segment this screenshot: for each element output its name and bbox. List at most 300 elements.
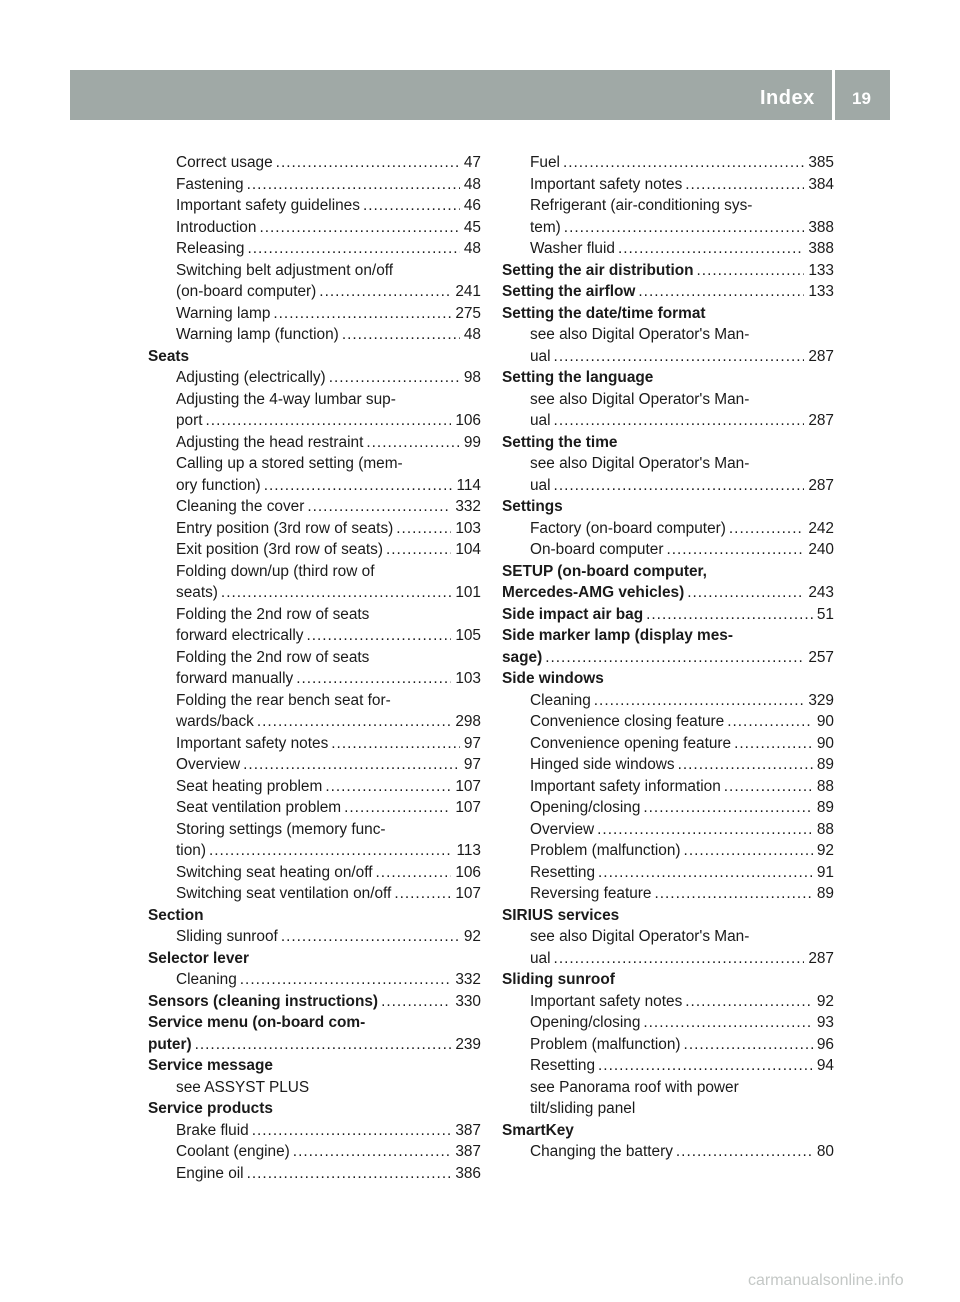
leader-dots	[307, 496, 451, 518]
entry-page-number[interactable]: 385	[808, 154, 834, 171]
entry-page-number[interactable]: 103	[455, 519, 481, 537]
index-entry	[502, 518, 834, 540]
leader-dots	[319, 281, 451, 303]
index-entry	[148, 1163, 481, 1185]
entry-text: Section	[148, 906, 204, 924]
index-heading	[502, 625, 834, 647]
entry-page-number[interactable]: 113	[456, 842, 481, 859]
entry-page-number[interactable]: 80	[816, 1143, 834, 1160]
entry-text: Seats	[148, 347, 190, 365]
index-entry	[148, 432, 481, 454]
entry-text: Important safety information	[530, 777, 721, 795]
entry-text: Folding the rear bench seat for-	[176, 691, 391, 709]
leader-dots	[724, 776, 813, 798]
index-entry	[502, 754, 834, 776]
index-entry	[502, 926, 834, 948]
leader-dots	[394, 883, 451, 905]
index-entry	[148, 604, 481, 626]
leader-dots	[734, 733, 813, 755]
leader-dots	[684, 840, 813, 862]
index-entry	[502, 539, 834, 561]
entry-page-number[interactable]: 243	[808, 584, 834, 601]
entry-page-number[interactable]: 48	[463, 175, 481, 193]
entry-page-number[interactable]: 99	[463, 433, 481, 451]
index-entry	[148, 582, 481, 604]
entry-text: Reversing feature	[530, 885, 652, 902]
index-heading	[148, 1098, 481, 1120]
entry-text: forward electrically	[176, 627, 304, 644]
entry-text: Setting the date/time format	[502, 304, 706, 322]
index-entry	[502, 410, 834, 432]
index-entry	[148, 389, 481, 411]
index-entry	[502, 1055, 834, 1077]
entry-page-number[interactable]: 275	[455, 304, 481, 322]
entry-text: Factory (on-board computer)	[530, 519, 726, 537]
entry-page-number[interactable]: 92	[816, 992, 834, 1010]
leader-dots	[376, 862, 452, 884]
index-entry	[502, 195, 834, 217]
entry-text: Engine oil	[176, 1164, 244, 1182]
leader-dots	[243, 754, 460, 776]
entry-page-number[interactable]: 46	[463, 197, 481, 214]
entry-page-number[interactable]: 97	[463, 734, 481, 752]
entry-text: Sensors (cleaning instructions)	[148, 992, 379, 1010]
index-heading	[502, 432, 834, 454]
leader-dots	[276, 152, 460, 174]
index-entry	[148, 625, 481, 647]
entry-text: see ASSYST PLUS	[176, 1078, 310, 1096]
entry-page-number[interactable]: 88	[816, 820, 834, 838]
index-entry	[148, 862, 481, 884]
index-entry	[148, 410, 481, 432]
index-heading	[502, 303, 834, 325]
index-heading	[148, 991, 481, 1013]
entry-page-number[interactable]: 133	[808, 261, 834, 279]
entry-text: wards/back	[176, 713, 254, 730]
entry-page-number[interactable]: 287	[808, 476, 834, 494]
entry-page-number[interactable]: 384	[808, 175, 834, 193]
entry-page-number[interactable]: 93	[816, 1014, 834, 1031]
entry-text: see Panorama roof with power	[530, 1078, 739, 1096]
index-entry	[502, 174, 834, 196]
entry-text: Resetting	[530, 1057, 596, 1074]
leader-dots	[638, 281, 804, 303]
entry-text: Problem (malfunction)	[530, 1035, 681, 1053]
entry-text: Folding the 2nd row of seats	[176, 648, 370, 666]
index-entry	[148, 174, 481, 196]
leader-dots	[264, 475, 453, 497]
leader-dots	[329, 367, 460, 389]
leader-dots	[296, 668, 451, 690]
leader-dots	[554, 410, 805, 432]
entry-text: Folding down/up (third row of	[176, 562, 375, 580]
entry-text: port	[176, 412, 203, 429]
entry-text: Switching belt adjustment on/off	[176, 261, 394, 279]
entry-text: Sliding sunroof	[502, 971, 615, 988]
leader-dots	[654, 883, 812, 905]
leader-dots	[643, 797, 813, 819]
entry-page-number[interactable]: 287	[808, 347, 834, 365]
entry-page-number[interactable]: 240	[808, 541, 834, 558]
entry-text: Folding the 2nd row of seats	[176, 605, 370, 623]
entry-page-number[interactable]: 114	[456, 476, 481, 494]
entry-page-number[interactable]: 96	[816, 1035, 834, 1053]
index-entry	[502, 690, 834, 712]
entry-page-number[interactable]: 47	[463, 154, 481, 171]
entry-text: tion)	[176, 842, 206, 859]
entry-text: Service products	[148, 1100, 273, 1117]
entry-text: Warning lamp (function)	[176, 326, 339, 343]
entry-page-number[interactable]: 287	[808, 412, 834, 429]
entry-text: Side marker lamp (display mes-	[502, 627, 733, 644]
leader-dots	[685, 991, 813, 1013]
entry-text: Opening/closing	[530, 799, 641, 816]
leader-dots	[331, 733, 460, 755]
leader-dots	[676, 1141, 813, 1163]
index-entry	[502, 1077, 834, 1099]
entry-text: ual	[530, 347, 551, 365]
index-entry	[502, 733, 834, 755]
entry-page-number[interactable]: 104	[455, 541, 481, 558]
leader-dots	[293, 1141, 452, 1163]
index-entry	[148, 152, 481, 174]
entry-text: Warning lamp	[176, 304, 271, 322]
index-heading	[502, 367, 834, 389]
entry-text: Cleaning	[530, 691, 591, 709]
entry-text: Important safety notes	[530, 992, 683, 1010]
entry-text: see also Digital Operator's Man-	[530, 455, 750, 472]
entry-text: Fuel	[530, 154, 560, 171]
leader-dots	[545, 647, 804, 669]
leader-dots	[247, 238, 459, 260]
index-heading	[502, 647, 834, 669]
index-entry	[502, 797, 834, 819]
entry-text: On-board computer	[530, 541, 664, 558]
entry-text: forward manually	[176, 670, 294, 687]
entry-text: SETUP (on-board computer,	[502, 562, 707, 580]
index-heading	[148, 948, 481, 970]
index-entry	[148, 883, 481, 905]
entry-text: Overview	[176, 756, 241, 773]
leader-dots	[643, 1012, 813, 1034]
entry-text: Adjusting the 4-way lumbar sup-	[176, 390, 396, 408]
entry-page-number[interactable]: 48	[463, 240, 481, 257]
index-entry	[148, 711, 481, 733]
entry-page-number[interactable]: 106	[455, 412, 481, 429]
entry-text: Settings	[502, 498, 563, 515]
leader-dots	[554, 346, 805, 368]
index-entry	[502, 389, 834, 411]
leader-dots	[554, 948, 805, 970]
index-entry	[148, 840, 481, 862]
entry-page-number[interactable]: 89	[816, 885, 834, 902]
entry-text: Problem (malfunction)	[530, 842, 681, 859]
leader-dots	[257, 711, 451, 733]
index-heading	[502, 260, 834, 282]
index-heading	[502, 496, 834, 518]
entry-text: Service menu (on-board com-	[148, 1014, 366, 1031]
index-column-left	[148, 152, 481, 1184]
index-entry	[148, 969, 481, 991]
entry-text: Important safety notes	[530, 175, 683, 193]
index-entry	[502, 840, 834, 862]
entry-page-number[interactable]: 88	[816, 777, 834, 795]
entry-page-number[interactable]: 106	[455, 863, 481, 881]
entry-text: ory function)	[176, 476, 261, 494]
index-heading	[148, 905, 481, 927]
entry-text: Adjusting (electrically)	[176, 369, 326, 386]
leader-dots	[206, 410, 452, 432]
leader-dots	[598, 1055, 813, 1077]
entry-text: Calling up a stored setting (mem-	[176, 455, 403, 472]
entry-page-number[interactable]: 92	[463, 928, 481, 945]
leader-dots	[646, 604, 813, 626]
entry-text: see also Digital Operator's Man-	[530, 928, 750, 945]
index-entry	[148, 1077, 481, 1099]
leader-dots	[259, 217, 459, 239]
entry-text: Releasing	[176, 240, 245, 257]
leader-dots	[727, 711, 813, 733]
index-heading	[502, 281, 834, 303]
index-entry	[148, 324, 481, 346]
entry-text: Coolant (engine)	[176, 1143, 290, 1160]
index-heading	[502, 1120, 834, 1142]
entry-text: tem)	[530, 218, 561, 236]
index-entry	[148, 926, 481, 948]
leader-dots	[252, 1120, 452, 1142]
entry-text: ual	[530, 412, 551, 429]
entry-text: Convenience opening feature	[530, 734, 732, 752]
entry-page-number[interactable]: 388	[808, 218, 834, 236]
index-heading	[502, 561, 834, 583]
leader-dots	[563, 152, 804, 174]
index-entry	[502, 238, 834, 260]
entry-text: Setting the time	[502, 433, 618, 451]
entry-text: Switching seat ventilation on/off	[176, 885, 392, 902]
entry-text: tilt/sliding panel	[530, 1100, 636, 1117]
entry-page-number[interactable]: 51	[816, 605, 834, 623]
entry-text: Storing settings (memory func-	[176, 820, 386, 838]
entry-text: Opening/closing	[530, 1014, 641, 1031]
watermark: carmanualsonline.info	[748, 1272, 904, 1289]
entry-text: ual	[530, 476, 551, 494]
leader-dots	[344, 797, 451, 819]
index-entry	[502, 453, 834, 475]
entry-text: Setting the language	[502, 369, 654, 386]
entry-page-number[interactable]: 133	[808, 283, 834, 300]
entry-page-number[interactable]: 329	[808, 691, 834, 709]
index-entry	[502, 991, 834, 1013]
index-column-right	[502, 152, 834, 1163]
entry-text: Brake fluid	[176, 1121, 249, 1139]
entry-text: Hinged side windows	[530, 756, 675, 773]
entry-page-number[interactable]: 298	[455, 713, 481, 730]
entry-text: Sliding sunroof	[176, 928, 278, 945]
entry-text: seats)	[176, 584, 218, 601]
index-entry	[502, 324, 834, 346]
entry-text: Setting the air distribution	[502, 261, 694, 279]
entry-text: Overview	[530, 820, 595, 838]
index-entry	[148, 539, 481, 561]
index-entry	[502, 346, 834, 368]
index-entry	[148, 195, 481, 217]
entry-text: Convenience closing feature	[530, 713, 725, 730]
index-entry	[502, 948, 834, 970]
entry-page-number[interactable]: 97	[463, 756, 481, 773]
entry-text: Seat heating problem	[176, 777, 323, 795]
leader-dots	[598, 862, 813, 884]
leader-dots	[685, 174, 804, 196]
index-heading	[502, 905, 834, 927]
index-entry	[148, 475, 481, 497]
entry-page-number[interactable]: 89	[816, 756, 834, 773]
entry-page-number[interactable]: 332	[455, 971, 481, 988]
leader-dots	[325, 776, 451, 798]
leader-dots	[209, 840, 453, 862]
entry-text: Cleaning the cover	[176, 498, 305, 515]
entry-page-number[interactable]: 387	[455, 1121, 481, 1139]
leader-dots	[564, 217, 805, 239]
entry-page-number[interactable]: 48	[463, 326, 481, 343]
entry-text: Setting the airflow	[502, 283, 636, 300]
index-heading	[148, 346, 481, 368]
entry-page-number[interactable]: 107	[455, 777, 481, 795]
entry-page-number[interactable]: 387	[455, 1143, 481, 1160]
entry-page-number[interactable]: 103	[455, 670, 481, 687]
entry-text: Service message	[148, 1057, 273, 1074]
entry-page-number[interactable]: 105	[455, 627, 481, 644]
entry-text: Correct usage	[176, 154, 273, 171]
entry-text: Resetting	[530, 863, 596, 881]
entry-text: Side impact air bag	[502, 605, 644, 623]
index-heading	[502, 582, 834, 604]
index-entry	[148, 238, 481, 260]
index-entry	[502, 217, 834, 239]
index-entry	[148, 668, 481, 690]
entry-text: Refrigerant (air-conditioning sys-	[530, 197, 753, 214]
entry-page-number[interactable]: 92	[816, 842, 834, 859]
entry-page-number[interactable]: 239	[455, 1035, 481, 1053]
entry-text: see also Digital Operator's Man-	[530, 326, 750, 343]
entry-text: Entry position (3rd row of seats)	[176, 519, 394, 537]
entry-text: see also Digital Operator's Man-	[530, 390, 750, 408]
page-number: 19	[852, 89, 871, 108]
index-entry	[148, 561, 481, 583]
index-heading	[502, 668, 834, 690]
index-entry	[148, 754, 481, 776]
entry-page-number[interactable]: 257	[808, 648, 834, 666]
leader-dots	[597, 819, 813, 841]
entry-text: SIRIUS services	[502, 906, 620, 924]
entry-text: Introduction	[176, 218, 257, 236]
entry-text: Cleaning	[176, 971, 237, 988]
index-entry	[148, 1120, 481, 1142]
entry-text: Selector lever	[148, 949, 249, 967]
index-entry	[148, 819, 481, 841]
entry-page-number[interactable]: 241	[455, 283, 481, 300]
index-entry	[148, 260, 481, 282]
index-entry	[148, 453, 481, 475]
entry-page-number[interactable]: 107	[455, 799, 481, 816]
index-entry	[148, 303, 481, 325]
leader-dots	[240, 969, 452, 991]
index-entry	[148, 496, 481, 518]
leader-dots	[247, 174, 460, 196]
entry-text: Side windows	[502, 670, 604, 687]
entry-page-number[interactable]: 242	[808, 519, 834, 537]
leader-dots	[666, 539, 804, 561]
leader-dots	[687, 582, 804, 604]
index-entry	[502, 475, 834, 497]
index-entry	[502, 776, 834, 798]
index-entry	[148, 217, 481, 239]
entry-text: Mercedes-AMG vehicles)	[502, 584, 685, 601]
leader-dots	[342, 324, 460, 346]
entry-page-number[interactable]: 90	[816, 734, 834, 752]
index-entry	[148, 776, 481, 798]
leader-dots	[386, 539, 451, 561]
entry-page-number[interactable]: 287	[808, 949, 834, 967]
index-entry	[148, 647, 481, 669]
entry-page-number[interactable]: 45	[463, 218, 481, 236]
index-entry	[148, 733, 481, 755]
entry-page-number[interactable]: 90	[816, 713, 834, 730]
leader-dots	[281, 926, 460, 948]
entry-page-number[interactable]: 107	[455, 885, 481, 902]
index-entry	[502, 711, 834, 733]
entry-page-number[interactable]: 91	[816, 863, 834, 881]
entry-text: Important safety notes	[176, 734, 329, 752]
index-entry	[148, 281, 481, 303]
entry-text: SmartKey	[502, 1121, 574, 1139]
entry-page-number[interactable]: 94	[816, 1057, 834, 1074]
entry-text: Seat ventilation problem	[176, 799, 342, 816]
leader-dots	[306, 625, 451, 647]
index-entry	[502, 883, 834, 905]
leader-dots	[366, 432, 460, 454]
entry-text: puter)	[148, 1035, 192, 1053]
entry-page-number[interactable]: 386	[455, 1164, 481, 1182]
entry-page-number[interactable]: 89	[816, 799, 834, 816]
index-entry	[502, 862, 834, 884]
leader-dots	[697, 260, 805, 282]
index-entry	[148, 797, 481, 819]
entry-text: Important safety guidelines	[176, 197, 360, 214]
leader-dots	[678, 754, 813, 776]
entry-page-number[interactable]: 332	[455, 498, 481, 515]
index-heading	[502, 604, 834, 626]
leader-dots	[554, 475, 805, 497]
index-entry	[502, 1098, 834, 1120]
index-entry	[502, 819, 834, 841]
entry-page-number[interactable]: 330	[455, 992, 481, 1010]
entry-page-number[interactable]: 388	[808, 240, 834, 257]
header-separator	[832, 70, 835, 120]
entry-text: Fastening	[176, 175, 244, 193]
leader-dots	[381, 991, 451, 1013]
index-entry	[502, 1141, 834, 1163]
index-entry	[148, 367, 481, 389]
entry-text: ual	[530, 949, 551, 967]
leader-dots	[594, 690, 805, 712]
index-entry	[502, 1034, 834, 1056]
leader-dots	[273, 303, 451, 325]
index-entry	[148, 1141, 481, 1163]
index-entry	[502, 1012, 834, 1034]
entry-page-number[interactable]: 98	[463, 369, 481, 386]
entry-page-number[interactable]: 101	[455, 584, 481, 601]
entry-text: Switching seat heating on/off	[176, 863, 373, 881]
